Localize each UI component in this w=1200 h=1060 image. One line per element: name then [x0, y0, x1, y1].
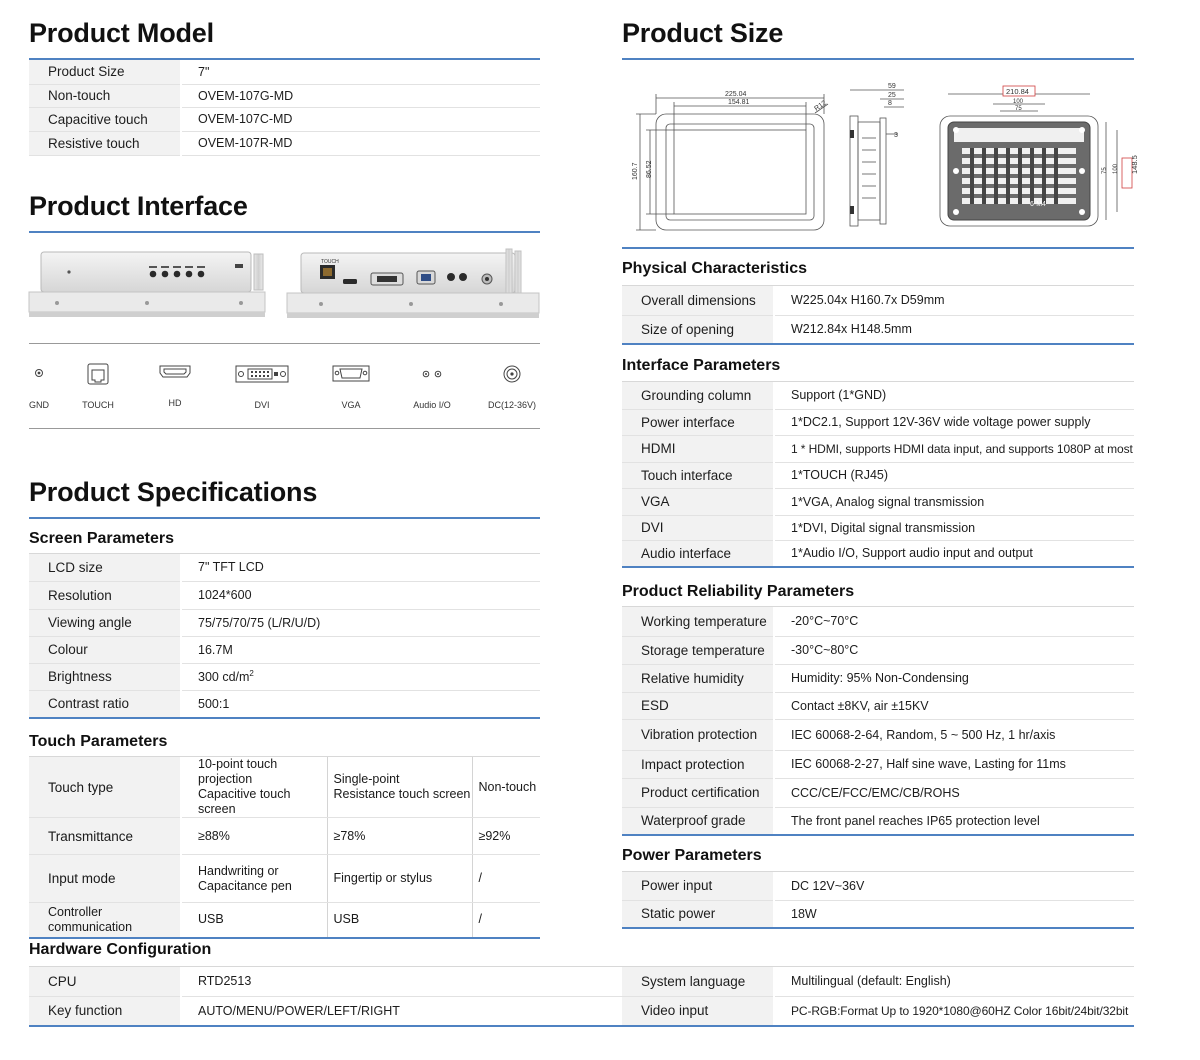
dim-text: 100	[1113, 163, 1119, 174]
table-row	[622, 967, 1134, 996]
table-row	[622, 807, 1134, 835]
power-parameters-title: Power Parameters	[622, 847, 762, 864]
row-key: Resolution	[29, 581, 181, 609]
dim-text: 154.81	[728, 99, 750, 106]
row-value: 1*Audio I/O, Support audio input and output	[774, 540, 1134, 567]
row-key: Capacitive touch	[29, 107, 181, 131]
table-row	[29, 84, 540, 107]
dim-text: R12	[813, 99, 828, 113]
touch-parameters-table	[29, 757, 540, 939]
table-row	[622, 872, 1134, 900]
rj45-icon	[78, 362, 118, 388]
non-touch-cell: /	[472, 855, 540, 903]
port-label: HD	[168, 398, 182, 408]
table-row	[622, 315, 1134, 344]
row-value: -20°C~70°C	[774, 607, 1134, 636]
dim-text: 6-M4	[1030, 201, 1046, 208]
capacitive-cell: Handwriting or Capacitance pen	[181, 855, 327, 903]
row-key: Controller communication	[29, 903, 181, 938]
dim-text: 3	[894, 132, 898, 139]
dim-text: 8	[888, 100, 892, 107]
capacitive-cell: USB	[181, 903, 327, 938]
physical-table	[622, 286, 1134, 345]
interface-divider-bottom	[29, 428, 540, 429]
row-value: OVEM-107C-MD	[181, 107, 540, 131]
port-gnd	[24, 362, 54, 417]
table-row	[622, 462, 1134, 488]
gnd-icon	[24, 362, 54, 384]
port-touch	[78, 362, 118, 417]
row-key: Brightness	[29, 663, 181, 690]
table-row	[29, 903, 540, 938]
row-value: 7"	[181, 60, 540, 84]
resistive-cell: Single-point Resistance touch screen	[327, 757, 472, 818]
table-row	[622, 900, 1134, 928]
row-key: Audio interface	[622, 540, 774, 567]
screen-parameters-table	[29, 554, 540, 719]
product-specifications-title: Product Specifications	[29, 477, 318, 507]
port-label: Audio I/O	[413, 400, 451, 410]
row-value: Humidity: 95% Non-Condensing	[774, 664, 1134, 692]
capacitive-cell: 10-point touch projection Capacitive touch screen	[181, 757, 327, 818]
table-row	[622, 540, 1134, 567]
row-value: 1*VGA, Analog signal transmission	[774, 488, 1134, 515]
row-key: Relative humidity	[622, 664, 774, 692]
vga-icon	[330, 362, 372, 386]
row-value: 7" TFT LCD	[181, 554, 540, 581]
reliability-table	[622, 607, 1134, 836]
row-key: VGA	[622, 488, 774, 515]
table-row	[29, 107, 540, 131]
table-row	[622, 286, 1134, 315]
dim-text: 86.52	[646, 160, 653, 178]
row-value: DC 12V~36V	[774, 872, 1134, 900]
side-view	[850, 90, 904, 226]
row-key: Working temperature	[622, 607, 774, 636]
port-dvi	[232, 362, 292, 417]
table-row	[622, 636, 1134, 664]
row-key: Input mode	[29, 855, 181, 903]
row-key: Video input	[622, 996, 774, 1026]
row-key: Waterproof grade	[622, 807, 774, 835]
row-key: Product Size	[29, 60, 181, 84]
non-touch-cell: ≥92%	[472, 818, 540, 855]
product-interface-title: Product Interface	[29, 191, 248, 221]
row-value: Contact ±8KV, air ±15KV	[774, 692, 1134, 719]
table-row	[622, 409, 1134, 435]
table-row	[29, 609, 540, 636]
row-key: Impact protection	[622, 750, 774, 778]
table-row	[622, 488, 1134, 515]
port-label: GND	[29, 400, 49, 410]
touch-parameters-title: Touch Parameters	[29, 733, 168, 750]
table-row	[29, 818, 540, 855]
dim-text: 75	[1102, 167, 1108, 174]
table-row	[29, 60, 540, 84]
row-value: -30°C~80°C	[774, 636, 1134, 664]
back-view	[940, 86, 1139, 226]
row-key: Overall dimensions	[622, 286, 774, 315]
row-key: Grounding column	[622, 382, 774, 409]
rear-panel-image	[287, 249, 539, 321]
product-size-title: Product Size	[622, 18, 784, 48]
row-key: LCD size	[29, 554, 181, 581]
table-row	[622, 435, 1134, 462]
resistive-cell: Fingertip or stylus	[327, 855, 472, 903]
table-row	[29, 996, 622, 1026]
product-interface-rule	[29, 231, 540, 233]
row-value: IEC 60068-2-64, Random, 5 ~ 500 Hz, 1 hr/axis	[774, 719, 1134, 750]
row-value: IEC 60068-2-27, Half sine wave, Lasting for 11ms	[774, 750, 1134, 778]
row-key: Size of opening	[622, 315, 774, 344]
dim-text: 225.04	[725, 91, 747, 98]
row-key: Static power	[622, 900, 774, 928]
physical-characteristics-title: Physical Characteristics	[622, 260, 807, 277]
reliability-parameters-title: Product Reliability Parameters	[622, 583, 855, 600]
row-value: 1*DVI, Digital signal transmission	[774, 515, 1134, 540]
row-key: System language	[622, 967, 774, 996]
table-row	[622, 996, 1134, 1026]
screen-parameters-title: Screen Parameters	[29, 530, 174, 547]
row-key: CPU	[29, 967, 181, 996]
row-value: PC-RGB:Format Up to 1920*1080@60HZ Color 16bit/24bit/32bit	[774, 996, 1134, 1026]
dim-text: 210.84	[1006, 87, 1029, 96]
non-touch-cell: Non-touch	[472, 757, 540, 818]
row-value: W212.84x H148.5mm	[774, 315, 1134, 344]
row-key: Viewing angle	[29, 609, 181, 636]
row-value: 16.7M	[181, 636, 540, 663]
row-key: Colour	[29, 636, 181, 663]
table-row	[622, 664, 1134, 692]
row-key: Non-touch	[29, 84, 181, 107]
row-key: Contrast ratio	[29, 690, 181, 718]
dim-text: 75	[1015, 106, 1022, 112]
table-row	[622, 719, 1134, 750]
port-vga	[330, 362, 372, 417]
interface-parameters-table	[622, 382, 1134, 568]
dim-text: 160.7	[632, 162, 639, 180]
row-value: Support (1*GND)	[774, 382, 1134, 409]
dim-text: 59	[888, 83, 896, 90]
resistive-cell: USB	[327, 903, 472, 938]
table-row	[622, 607, 1134, 636]
row-key: Vibration protection	[622, 719, 774, 750]
dim-text: 25	[888, 92, 896, 99]
row-value: RTD2513	[181, 967, 622, 996]
row-key: HDMI	[622, 435, 774, 462]
front-view	[636, 94, 828, 230]
row-value: 1*DC2.1, Support 12V-36V wide voltage power supply	[774, 409, 1134, 435]
row-value: 1*TOUCH (RJ45)	[774, 462, 1134, 488]
interface-divider-top	[29, 343, 540, 344]
table-row	[29, 757, 540, 818]
row-value: W225.04x H160.7x D59mm	[774, 286, 1134, 315]
port-hd	[155, 362, 195, 417]
row-key: Power interface	[622, 409, 774, 435]
hardware-table-right	[622, 967, 1134, 1027]
table-row	[29, 636, 540, 663]
resistive-cell: ≥78%	[327, 818, 472, 855]
row-value: 1 * HDMI, supports HDMI data input, and supports 1080P at most	[774, 435, 1134, 462]
port-label: TOUCH	[82, 400, 114, 410]
dim-text: 148.5	[1130, 155, 1139, 174]
port-label: VGA	[341, 400, 361, 410]
table-row	[29, 967, 622, 996]
brightness-value: 300 cd/m	[198, 670, 250, 685]
hardware-configuration-title: Hardware Configuration	[29, 941, 212, 958]
non-touch-cell: /	[472, 903, 540, 938]
table-row	[29, 581, 540, 609]
port-label: DVI	[254, 400, 270, 410]
row-key: Product certification	[622, 778, 774, 807]
row-key: Power input	[622, 872, 774, 900]
row-key: Transmittance	[29, 818, 181, 855]
hardware-table-left	[29, 967, 622, 1027]
brightness-superscript: 2	[249, 668, 254, 678]
row-value: The front panel reaches IP65 protection level	[774, 807, 1134, 835]
table-row	[622, 778, 1134, 807]
table-row	[622, 382, 1134, 409]
dvi-icon	[232, 362, 292, 386]
row-key: DVI	[622, 515, 774, 540]
side-panel-image	[29, 248, 265, 322]
capacitive-cell: ≥88%	[181, 818, 327, 855]
audio-jack-icon	[409, 362, 455, 386]
table-row	[29, 855, 540, 903]
row-key: ESD	[622, 692, 774, 719]
row-value: 1024*600	[181, 581, 540, 609]
row-value: 500:1	[181, 690, 540, 718]
row-value: OVEM-107R-MD	[181, 131, 540, 155]
product-specifications-rule	[29, 517, 540, 519]
row-key: Touch interface	[622, 462, 774, 488]
row-key: Resistive touch	[29, 131, 181, 155]
dimension-drawing	[622, 78, 1139, 234]
port-label: DC(12-36V)	[487, 400, 536, 410]
product-model-title: Product Model	[29, 18, 214, 48]
drawing-bottom-rule	[622, 247, 1134, 249]
row-key: Storage temperature	[622, 636, 774, 664]
table-row	[622, 692, 1134, 719]
product-size-rule	[622, 58, 1134, 60]
row-value: AUTO/MENU/POWER/LEFT/RIGHT	[181, 996, 622, 1026]
dim-text: 100	[1013, 99, 1024, 105]
power-table	[622, 872, 1134, 929]
hdmi-icon	[155, 362, 195, 382]
touch-port-label: TOUCH	[321, 259, 339, 265]
row-value: 18W	[774, 900, 1134, 928]
row-value	[181, 663, 540, 690]
row-key: Key function	[29, 996, 181, 1026]
row-value: 75/75/70/75 (L/R/U/D)	[181, 609, 540, 636]
dc-power-icon	[486, 362, 538, 388]
row-value: CCC/CE/FCC/EMC/CB/ROHS	[774, 778, 1134, 807]
port-audio	[409, 362, 455, 417]
table-row	[622, 750, 1134, 778]
product-model-table	[29, 60, 540, 156]
port-dc	[486, 362, 538, 417]
table-row	[29, 131, 540, 155]
table-row	[29, 690, 540, 718]
row-value: OVEM-107G-MD	[181, 84, 540, 107]
row-key: Touch type	[29, 757, 181, 818]
table-row	[622, 515, 1134, 540]
table-row	[29, 663, 540, 690]
row-value: Multilingual (default: English)	[774, 967, 1134, 996]
table-row	[29, 554, 540, 581]
interface-parameters-title: Interface Parameters	[622, 357, 781, 374]
